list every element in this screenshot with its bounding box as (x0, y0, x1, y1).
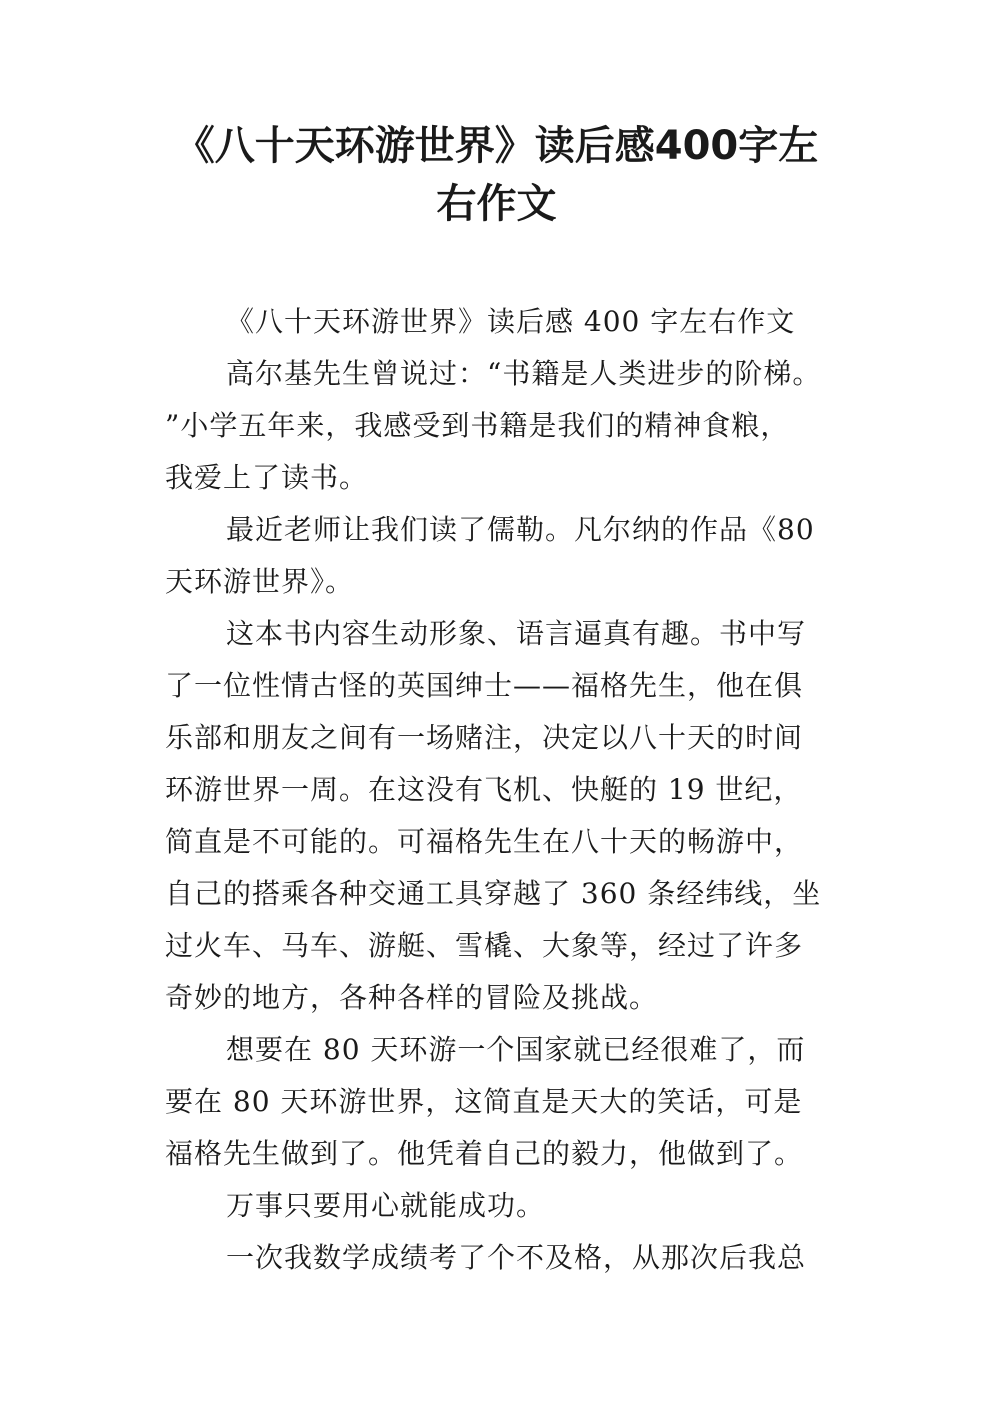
body-line: 《八十天环游世界》读后感 400 字左右作文 (226, 305, 796, 338)
body-line: 自己的搭乘各种交通工具穿越了 360 条经纬线，坐 (165, 877, 822, 910)
body-line: 过火车、马车、游艇、雪橇、大象等，经过了许多 (165, 929, 804, 962)
body-line: 天环游世界》。 (165, 565, 355, 598)
body-line: 福格先生做到了。他凭着自己的毅力，他做到了。 (165, 1137, 804, 1170)
document-title-line-2: 右作文 (436, 181, 557, 227)
body-line: 简直是不可能的。可福格先生在八十天的畅游中， (165, 825, 804, 858)
body-line: 一次我数学成绩考了个不及格，从那次后我总 (226, 1241, 807, 1274)
body-line: 高尔基先生曾说过：“书籍是人类进步的阶梯。 (226, 357, 822, 390)
body-line: 最近老师让我们读了儒勒。凡尔纳的作品《80 (226, 513, 815, 546)
body-line: 要在 80 天环游世界，这简直是天大的笑话，可是 (165, 1085, 803, 1118)
body-line: ”小学五年来，我感受到书籍是我们的精神食粮， (165, 409, 790, 442)
body-line: 环游世界一周。在这没有飞机、快艇的 19 世纪， (165, 773, 803, 806)
body-line: 想要在 80 天环游一个国家就已经很难了，而 (226, 1033, 806, 1066)
body-line: 我爱上了读书。 (165, 461, 369, 494)
body-line: 了一位性情古怪的英国绅士——福格先生，他在俱 (165, 669, 804, 702)
body-line: 乐部和朋友之间有一场赌注，决定以八十天的时间 (165, 721, 804, 754)
document-title-line-1: 《八十天环游世界》读后感400字左 (174, 123, 819, 169)
body-line: 万事只要用心就能成功。 (226, 1189, 546, 1222)
body-line: 奇妙的地方，各种各样的冒险及挑战。 (165, 981, 659, 1014)
body-line: 这本书内容生动形象、语言逼真有趣。书中写 (226, 617, 807, 650)
